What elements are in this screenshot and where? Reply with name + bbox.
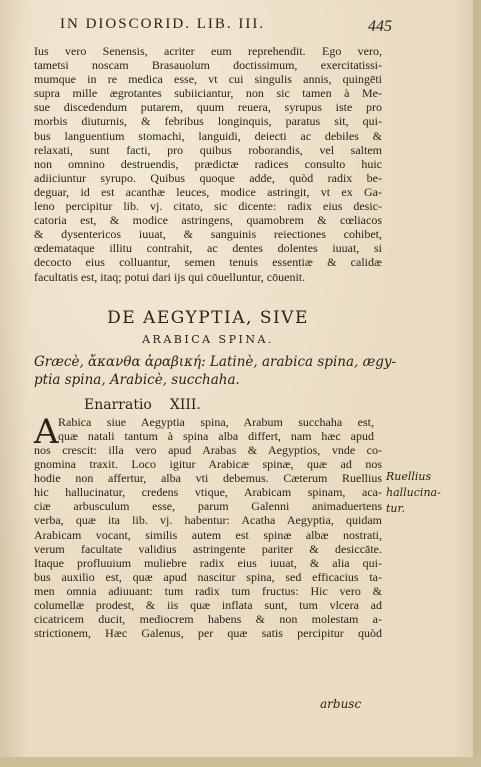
text-line: supra mille ægrotantes subiiciantur, non sic tamen à Me- xyxy=(34,86,382,101)
text-line: verba, quæ ita lib. vj. habentur: Acatha Aegyptia, quidam xyxy=(34,513,382,528)
text-line: nos crescit: illa vero apud Arabas & Aegyptios, vnde co- xyxy=(34,443,382,457)
text-line: deguar, id est acanthæ leuces, modice astringit, vt ex Ga- xyxy=(34,184,382,199)
margin-note-line: Ruellius xyxy=(386,470,432,483)
text-line: œdemataque illitu contrahit, ac dentes dolentes iuuat, si xyxy=(34,241,382,256)
text-line: Ius vero Senensis, acriter eum reprehendit. Ego vero, xyxy=(34,44,382,58)
section-title: DE AEGYPTIA, SIVE xyxy=(107,308,309,328)
text-line: Itaque profluuium muliebre radix eius iuuat, & alia qui- xyxy=(34,555,382,570)
text-line: mumque in re medica esse, vt cui singulis annis, quingēti xyxy=(34,72,382,87)
text-line: & dysentericos iuuat, & sanguinis reiectiones cohibet, xyxy=(34,227,382,242)
text-line: tametsi noscam Brasauolum doctissimum, exercitatissi- xyxy=(34,58,382,73)
enarratio-label: Enarratio xyxy=(84,397,152,413)
drop-cap-initial: A xyxy=(34,412,59,452)
paragraph-1 xyxy=(34,44,382,284)
text-line: strictionem, Hæc Galenus, per quæ satis percipitur quòd xyxy=(34,626,382,641)
text-line: facultatis est, itaq; potui dari ijs qui cōuelluntur, cōuenit. xyxy=(34,269,306,284)
paragraph-2-body xyxy=(34,443,382,640)
text-line: men omnia adiuuant: tum radix tum fructus: Hic vero & xyxy=(34,583,382,598)
text-line: morbis diuturnis, & febribus longinquis, paratus sit, qui- xyxy=(34,114,382,129)
margin-note-line: hallucina- xyxy=(386,486,441,499)
text-line: quæ natali tantum à spina alba differt, nam hæc apud xyxy=(58,429,374,444)
text-line: leno percipitur lib. vj. citato, sic dicente: radix eius desic- xyxy=(34,199,382,214)
text-line: decocto eius colluantur, semen tenuis essentiæ & calidæ xyxy=(34,255,382,270)
text-line: verum facultate validius astringente pariter & desiccāte. xyxy=(34,541,382,556)
text-line: sue discedendum putarem, quum reuera, syrupus iste pro xyxy=(34,100,382,115)
enarratio-number: XIII. xyxy=(169,397,201,413)
text-line: hodie non affertur, alba vti debemus. Cæterum Ruellius xyxy=(34,471,382,486)
names-line-2: ptia spina, Arabicè, succhaha. xyxy=(34,372,240,388)
names-line-1: Græcè, ἄκανθα ἀραβική: Latinè, arabica spina, ægy- xyxy=(34,354,397,370)
text-line: bus languentium stomachi, languidi, deiecti ac debiles & xyxy=(34,128,382,143)
text-line: hic hallucinatur, credens vtique, Arabicam spinam, aca- xyxy=(34,485,382,500)
running-header: IN DIOSCORID. LIB. III. xyxy=(60,16,266,32)
text-line: relaxati, sunt facti, pro quibus roborandis, vel saltem xyxy=(34,142,382,157)
page-edge-right xyxy=(473,0,481,767)
text-line: bus auxilio est, quæ apud nascitur spina, sed efficacius ta- xyxy=(34,569,382,584)
page-edge-bottom xyxy=(0,757,481,767)
text-line: columellæ prodest, & iis quæ inflata sunt, tum vlcera ad xyxy=(34,598,382,613)
catchword: arbusc xyxy=(320,697,362,711)
enarratio-heading xyxy=(84,397,201,413)
paragraph-2-head xyxy=(58,415,374,443)
text-line: catoria est, & modice astringens, quamobrem & cœliacos xyxy=(34,213,382,228)
section-subtitle: ARABICA SPINA. xyxy=(142,333,274,346)
margin-note-line: tur. xyxy=(386,502,406,515)
page-number: 445 xyxy=(368,18,392,35)
text-line: Rabica siue Aegyptia spina, Arabum succhaha est, xyxy=(58,415,374,429)
text-line: adiiciuntur syrupo. Quibus quoque adde, quòd radix be- xyxy=(34,170,382,185)
text-line: non omnino destruendis, prædictæ radices consulto huic xyxy=(34,156,382,171)
text-line: gnomina traxit. Loco igitur Arabicæ spinæ, quæ ad nos xyxy=(34,457,382,472)
text-line: Arabicam vocant, similis autem est spinæ albæ nostrati, xyxy=(34,527,382,542)
text-line: cicatricem ducit, mediocrem habens & non molestam a- xyxy=(34,612,382,627)
text-line: ciæ arbusculum esse, parum Galenni animaduertens xyxy=(34,499,382,514)
